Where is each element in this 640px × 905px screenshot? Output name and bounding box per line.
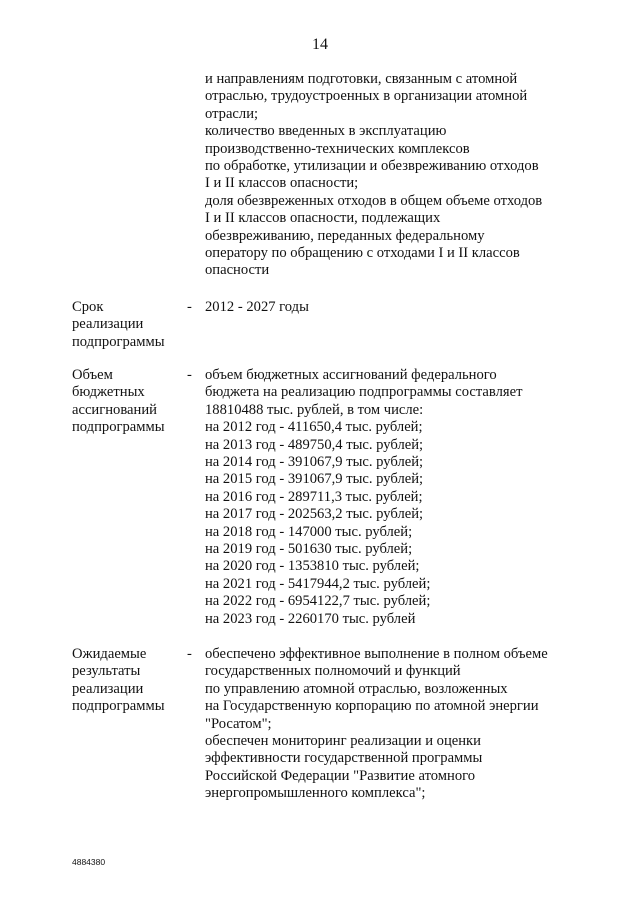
text-line: по обработке, утилизации и обезвреживанию отходов xyxy=(205,158,539,175)
section-term-dash: - xyxy=(187,299,192,315)
value-line: эффективности государственной программы xyxy=(205,750,483,767)
value-line: объем бюджетных ассигнований федерального xyxy=(205,367,497,383)
text-line: производственно-технических комплексов xyxy=(205,140,470,157)
label-line: реализации xyxy=(72,680,144,697)
budget-year-line: на 2020 год - 1353810 тыс. рублей; xyxy=(205,558,420,575)
section-budget-dash: - xyxy=(187,367,192,383)
value-line: обеспечено эффективное выполнение в полном объеме xyxy=(205,646,548,662)
value-line: 2012 - 2027 годы xyxy=(205,299,309,315)
budget-year-line: на 2019 год - 501630 тыс. рублей; xyxy=(205,541,413,558)
value-line: Российской Федерации "Развитие атомного xyxy=(205,767,476,784)
label-line: ассигнований xyxy=(72,401,157,418)
budget-year-line: на 2021 год - 5417944,2 тыс. рублей; xyxy=(205,575,431,592)
budget-year-line: на 2013 год - 489750,4 тыс. рублей; xyxy=(205,436,424,453)
budget-year-line: на 2015 год - 391067,9 тыс. рублей; xyxy=(205,471,424,488)
section-budget-value xyxy=(205,367,522,628)
label-line: подпрограммы xyxy=(72,333,165,350)
budget-year-line: на 2016 год - 289711,3 тыс. рублей; xyxy=(205,488,423,505)
label-line: подпрограммы xyxy=(72,419,165,436)
section-results-value xyxy=(205,646,548,803)
text-line: доля обезвреженных отходов в общем объеме отходов xyxy=(205,192,543,209)
budget-year-line: на 2014 год - 391067,9 тыс. рублей; xyxy=(205,454,424,471)
section-term-label xyxy=(72,299,165,351)
section-results-label xyxy=(72,646,165,716)
budget-year-line: на 2017 год - 202563,2 тыс. рублей; xyxy=(205,506,424,523)
value-line: обеспечен мониторинг реализации и оценки xyxy=(205,733,481,750)
label-line: бюджетных xyxy=(72,384,145,401)
page-number: 14 xyxy=(312,36,328,53)
section-budget-label xyxy=(72,367,165,437)
budget-year-line: на 2023 год - 2260170 тыс. рублей xyxy=(205,610,416,627)
text-line: I и II классов опасности; xyxy=(205,175,359,192)
budget-year-line: на 2012 год - 411650,4 тыс. рублей; xyxy=(205,419,423,436)
value-line: 18810488 тыс. рублей, в том числе: xyxy=(205,401,424,418)
label-line: Срок xyxy=(72,299,104,315)
value-line: на Государственную корпорацию по атомной энергии xyxy=(205,698,539,715)
value-line: энергопромышленного комплекса"; xyxy=(205,785,426,802)
document-code: 4884380 xyxy=(72,857,106,867)
label-line: Ожидаемые xyxy=(72,646,147,662)
text-line: отраслью, трудоустроенных в организации атомной xyxy=(205,88,528,105)
section-results-dash: - xyxy=(187,646,192,662)
text-line: отрасли; xyxy=(205,105,259,122)
value-line: по управлению атомной отраслью, возложенных xyxy=(205,680,508,697)
text-line: I и II классов опасности, подлежащих xyxy=(205,210,441,227)
label-line: реализации xyxy=(72,316,144,333)
text-line: количество введенных в эксплуатацию xyxy=(205,123,447,140)
budget-year-line: на 2022 год - 6954122,7 тыс. рублей; xyxy=(205,593,431,610)
intro-text xyxy=(205,71,542,280)
text-line: и направлениям подготовки, связанным с атомной xyxy=(205,71,518,87)
value-line: государственных полномочий и функций xyxy=(205,663,461,680)
label-line: результаты xyxy=(72,663,141,680)
value-line: бюджета на реализацию подпрограммы составляет xyxy=(205,384,523,401)
text-line: опасности xyxy=(205,262,270,279)
text-line: оператору по обращению с отходами I и II классов xyxy=(205,245,520,262)
budget-year-line: на 2018 год - 147000 тыс. рублей; xyxy=(205,523,413,540)
value-line: "Росатом"; xyxy=(205,715,272,732)
label-line: подпрограммы xyxy=(72,698,165,715)
label-line: Объем xyxy=(72,367,113,383)
section-term-value xyxy=(205,299,309,316)
text-line: обезвреживанию, переданных федеральному xyxy=(205,227,485,244)
